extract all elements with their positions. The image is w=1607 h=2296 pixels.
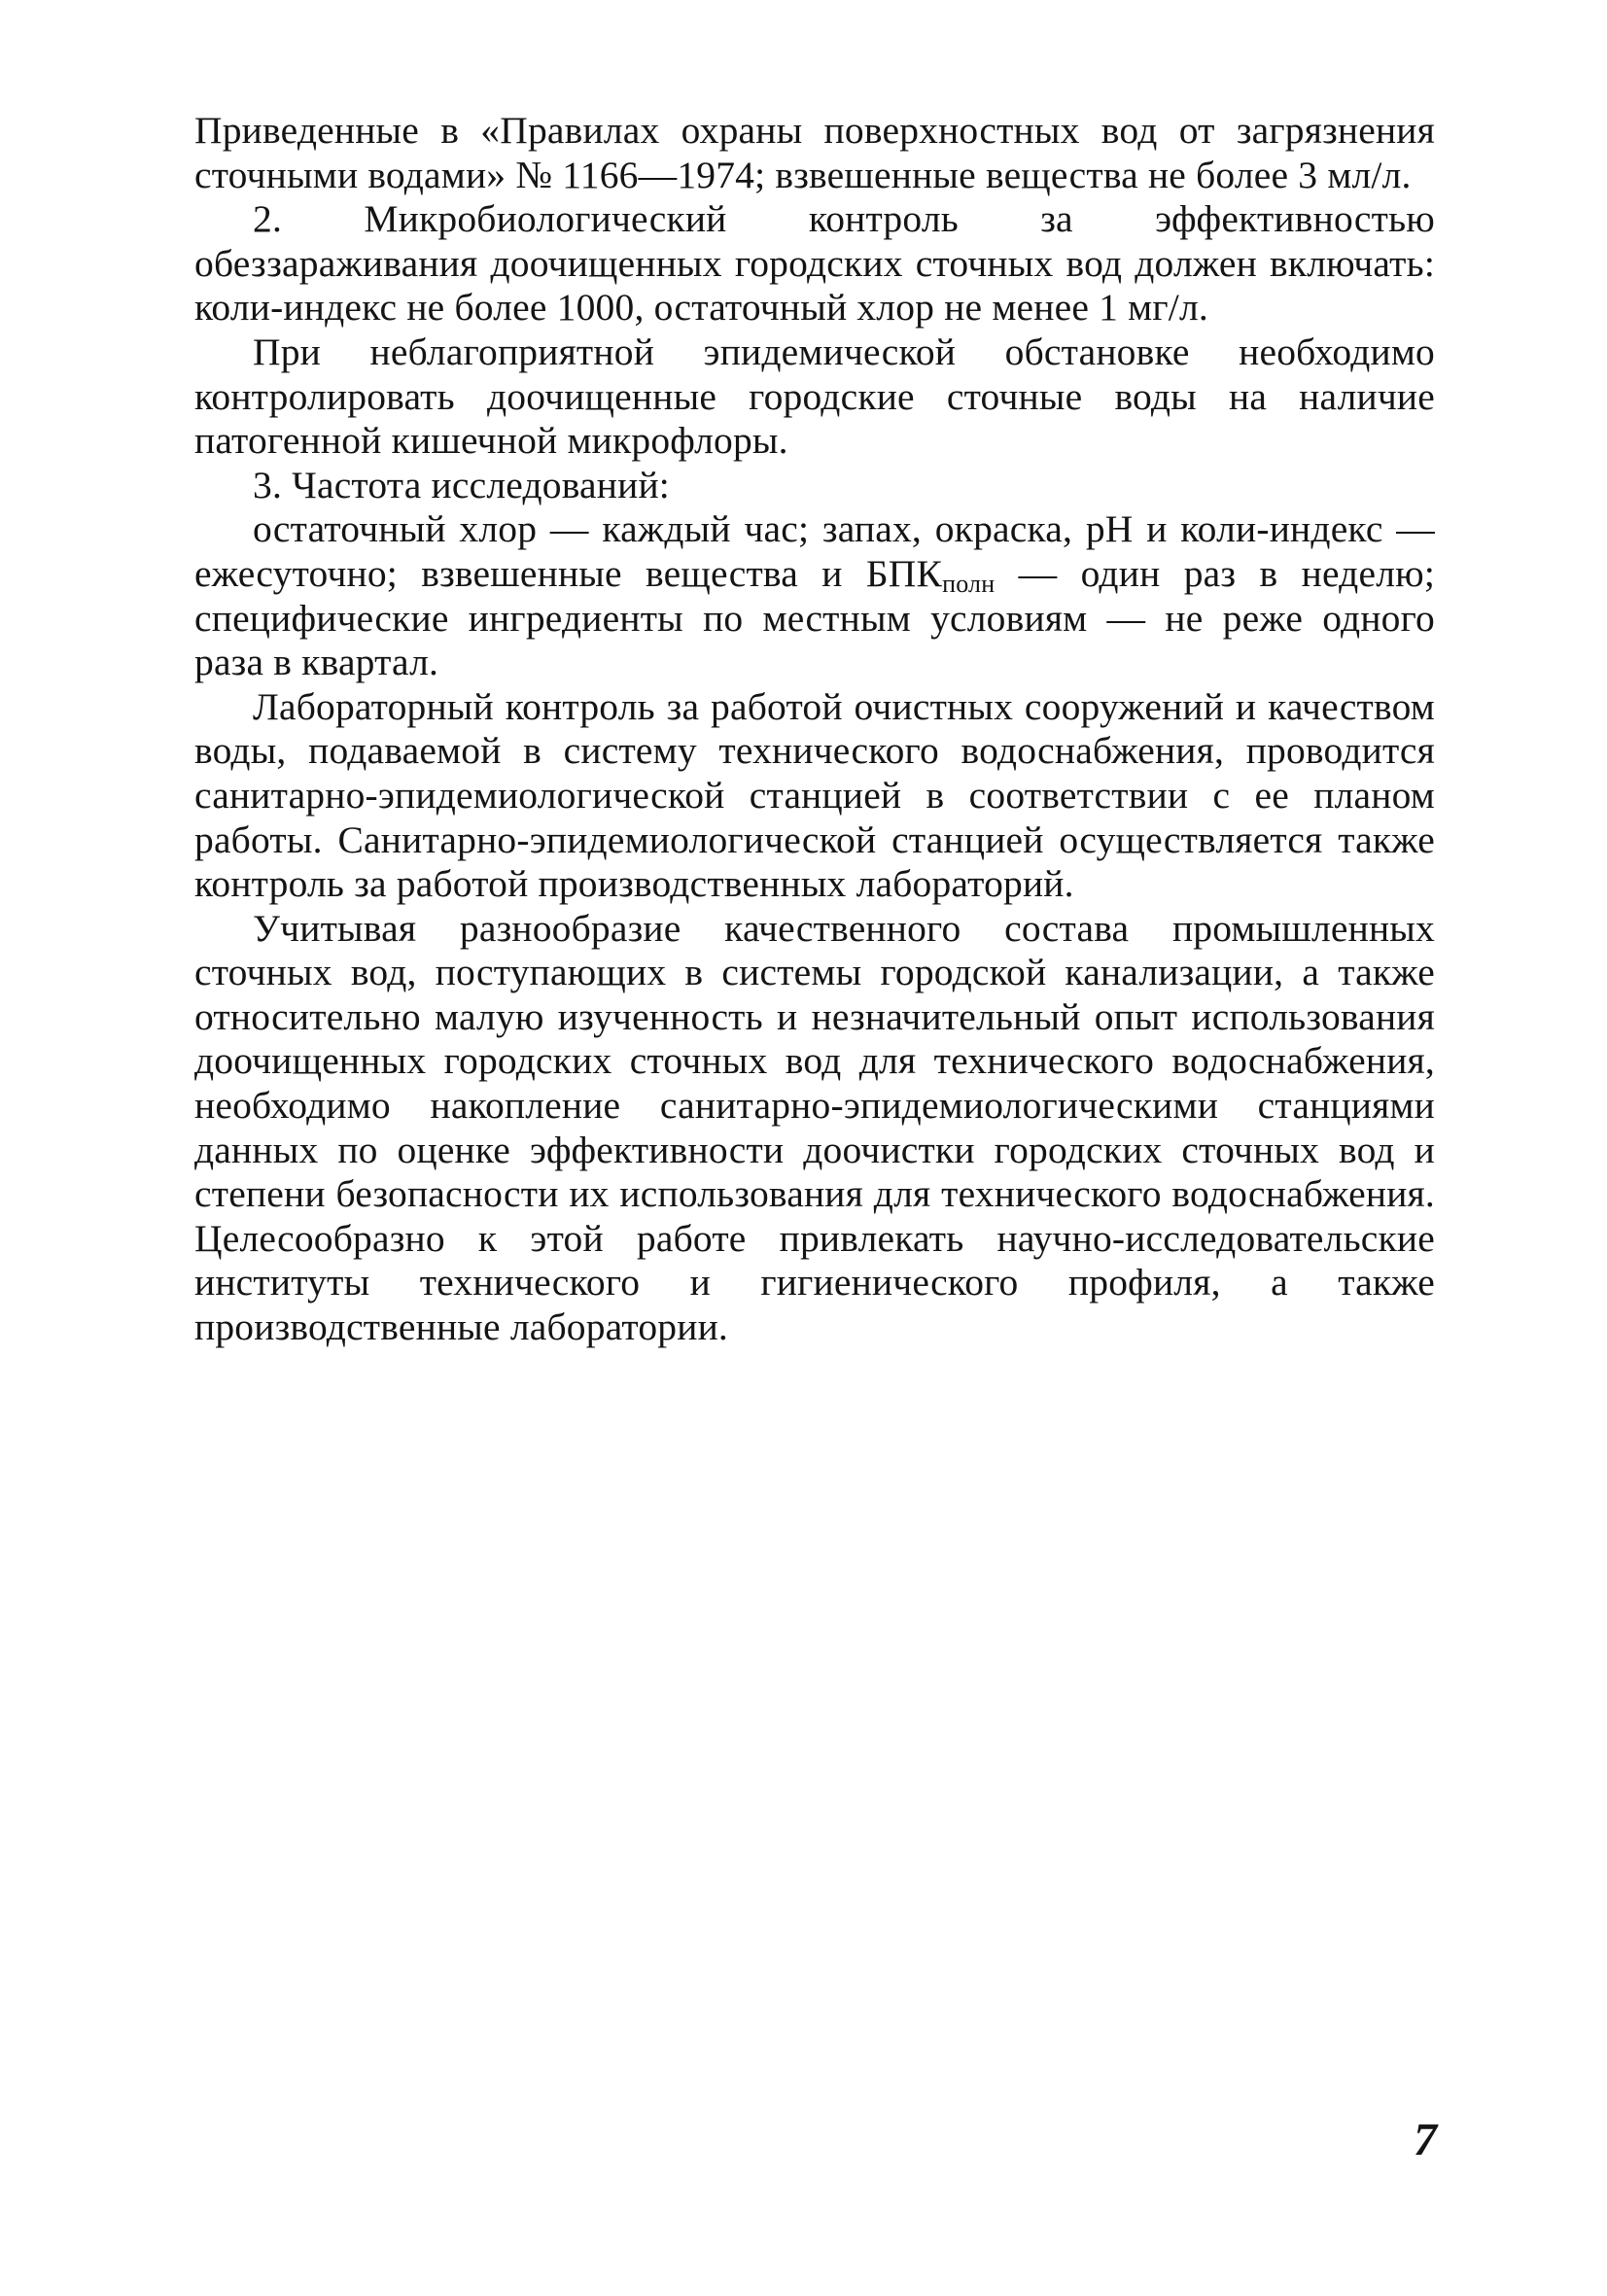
bpk-subscript: полн (942, 569, 996, 598)
body-text (194, 109, 1435, 1350)
paragraph-2: 2. Микробиологический контроль за эффективностью обеззараживания доочищенных городских сточных вод должен включать: коли-индекс не более 1000, остаточный хлор не менее 1 мг/л. (194, 197, 1435, 330)
paragraph-5-after: — один раз в неделю; специфические ингредиенты по местным условиям — не реже одного раза в квартал. (194, 551, 1435, 684)
paragraph-5 (194, 507, 1435, 684)
paragraph-6: Лабораторный контроль за работой очистных сооружений и качеством воды, подаваемой в систему технического водоснабжения, проводится санитарно-эпидемиологической станцией в соответствии с ее планом работы. Санитарно-эпидемиологической станцией осуществляется также контроль за работой производственных лабораторий. (194, 684, 1435, 906)
paragraph-7: Учитывая разнообразие качественного состава промышленных сточных вод, поступающих в системы городской канализации, а также относительно малую изученность и незначительный опыт использования доочищенных городских сточных вод для технического водоснабжения, необходимо накопление санитарно-эпидемиологическими станциями данных по оценке эффективности доочистки городских сточных вод и степени безопасности их использования для технического водоснабжения. Целесообразно к этой работе привлекать научно-исследовательские институты технического и гигиенического профиля, а также производственные лаборатории. (194, 906, 1435, 1349)
paragraph-3: При неблагоприятной эпидемической обстановке необходимо контролировать доочищенные городские сточные воды на наличие патогенной кишечной микрофлоры. (194, 330, 1435, 463)
paragraph-1: Приведенные в «Правилах охраны поверхностных вод от загрязнения сточными водами» № 1166—1974; взвешенные вещества не более 3 мл/л. (194, 109, 1435, 196)
paragraph-4: 3. Частота исследований: (253, 463, 670, 506)
paragraph-5-before: остаточный хлор — каждый час; запах, окраска, pH и коли-индекс — ежесуточно; взвешенные вещества и БПК (194, 507, 1435, 595)
page-number: 7 (1414, 2114, 1437, 2166)
